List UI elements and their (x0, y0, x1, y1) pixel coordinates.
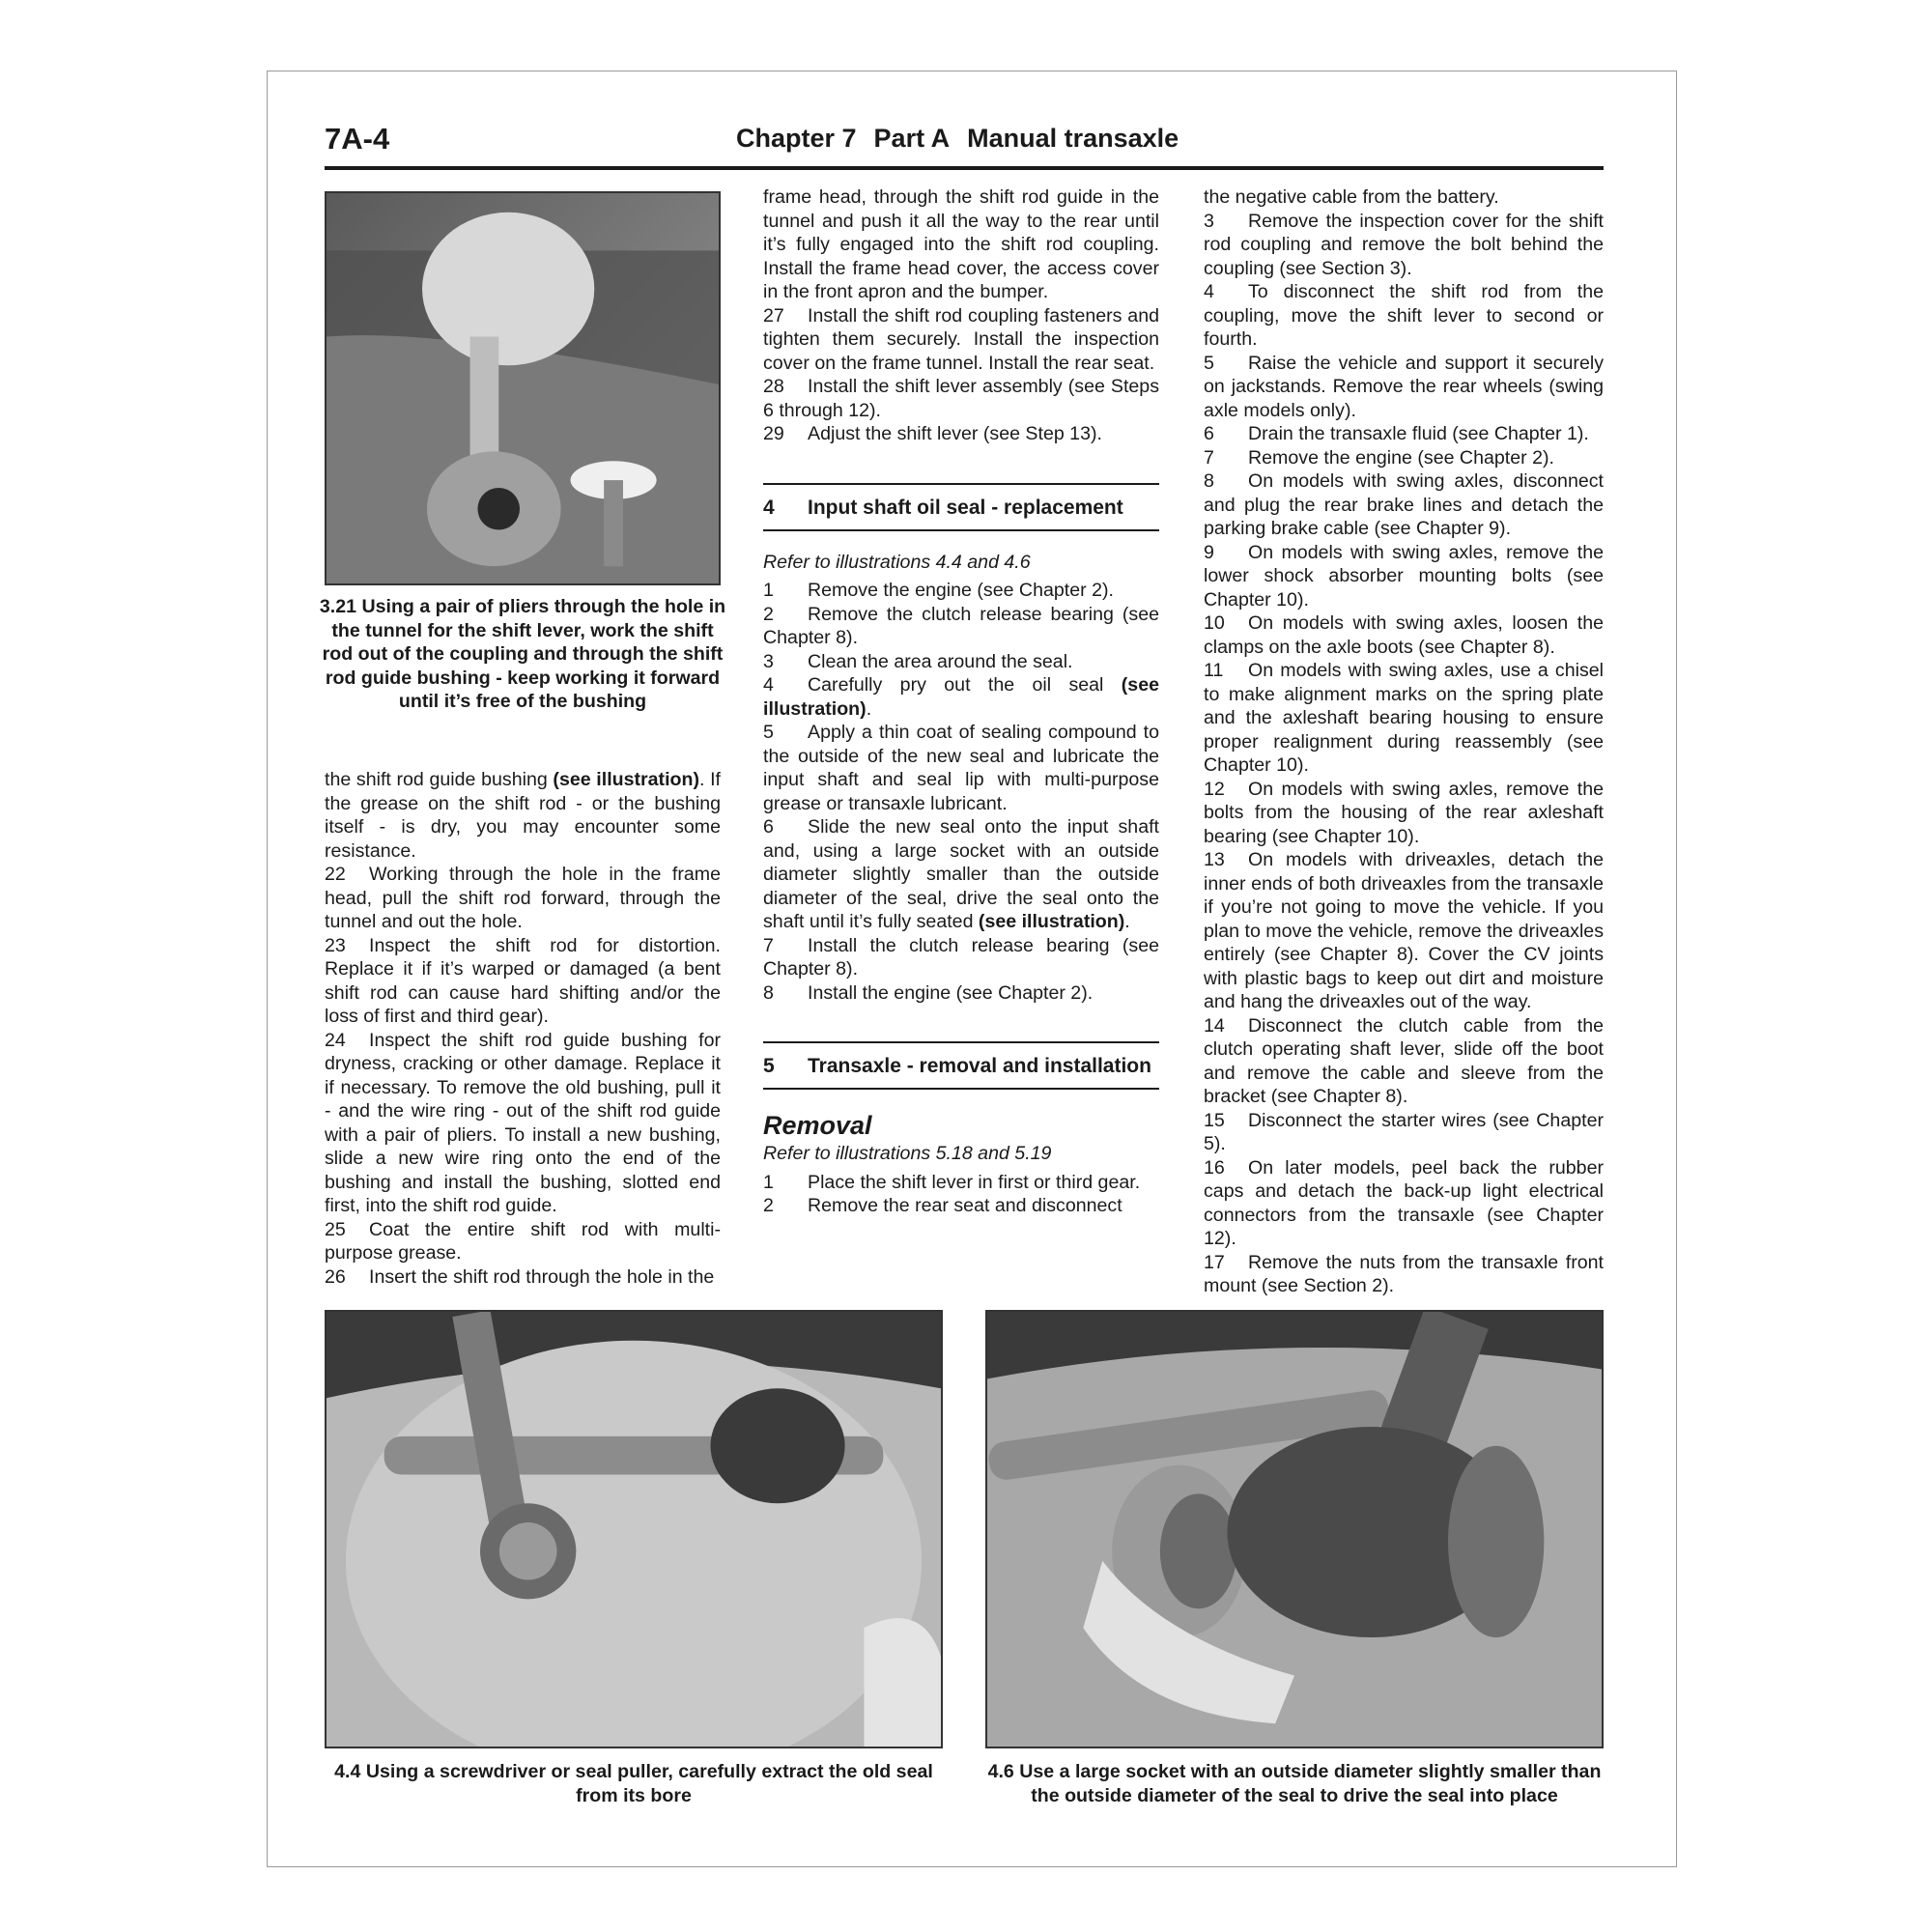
step-item: 7 Remove the engine (see Chapter 2). (1204, 446, 1554, 469)
step-item: 10 On models with swing axles, loosen the clamps on the axle boots (see Chapter 8). (1204, 612, 1604, 658)
step-item: 7 Install the clutch release bearing (see Chapter 8). (763, 934, 1159, 980)
figure-4-6-photo (985, 1310, 1604, 1748)
chapter-name: Manual transaxle (967, 124, 1179, 153)
step-item: 15 Disconnect the starter wires (see Chapter 5). (1204, 1109, 1604, 1154)
step-item: 13 On models with driveaxles, detach the inner ends of both driveaxles from the transaxle if you’re not going to move the vehicle. If you plan to move the vehicle, remove the driveaxles entirely (see Chapter 8). Cover the CV joints with plastic bags to keep out dirt and moisture and hang the driveaxles out of the way. (1204, 849, 1604, 1012)
page-number: 7A-4 (325, 122, 390, 156)
step-item: 3 Remove the inspection cover for the shift rod coupling and remove the bolt behind the coupling (see Section 3). (1204, 210, 1604, 279)
step-item: 27 Install the shift rod coupling fasteners and tighten them securely. Install the inspection cover on the frame tunnel. Install the rear seat. (763, 304, 1159, 374)
chapter-title (736, 124, 1196, 154)
step-item: 6 Drain the transaxle fluid (see Chapter 1). (1204, 423, 1589, 444)
section-5-heading: 5 Transaxle - removal and installation (763, 1041, 1159, 1090)
figure-4-4-caption: 4.4 Using a screwdriver or seal puller, carefully extract the old seal from its bore (334, 1761, 933, 1806)
step-item: 9 On models with swing axles, remove the lower shock absorber mounting bolts (see Chapter 10). (1204, 541, 1604, 611)
step-item: 26 Insert the shift rod through the hole in the (325, 1265, 715, 1288)
step-item: 2 Remove the clutch release bearing (see Chapter 8). (763, 603, 1159, 648)
step-item: 11 On models with swing axles, use a chisel to make alignment marks on the spring plate and the axleshaft bearing housing to ensure proper realignment during reassembly (see Chapter 10). (1204, 660, 1604, 776)
chapter-label: Chapter 7 (736, 124, 857, 153)
step-item: 29 Adjust the shift lever (see Step 13). (763, 423, 1102, 444)
part-label: Part A (873, 124, 951, 153)
step-item: 1 Remove the engine (see Chapter 2). (763, 580, 1114, 601)
figure-4-4-photo (325, 1310, 943, 1748)
step-item: 1 Place the shift lever in first or third gear. (763, 1171, 1141, 1193)
step-item: 24 Inspect the shift rod guide bushing for dryness, cracking or other damage. Replace it if necessary. To remove the old bushing, pull it - and the wire ring - out of the shift rod guide with a pair of pliers. To install a new bushing, slide a new wire ring onto the end of the bushing and install the bushing, slotted end first, into the shift rod guide. (325, 1029, 721, 1216)
step-item: 14 Disconnect the clutch cable from the clutch operating shaft lever, slide off the boot and remove the cable and sleeve from the bracket (see Chapter 8). (1204, 1014, 1604, 1107)
page-header (325, 122, 1604, 170)
figure-4-6-caption: 4.6 Use a large socket with an outside diameter slightly smaller than the outside diameter of the seal to drive the seal into place (987, 1761, 1602, 1806)
step-item: 6 Slide the new seal onto the input shaft and, using a large socket with an outside diameter slightly smaller than the outside diameter of the seal, drive the seal onto the shaft until it’s fully seated (see illustration). (763, 816, 1159, 932)
text-column-1 (325, 768, 721, 1289)
step-item: 22 Working through the hole in the frame head, pull the shift rod forward, through the tunnel and out the hole. (325, 864, 721, 932)
step-item: 2 Remove the rear seat and disconnect (763, 1195, 1122, 1216)
step-item: 3 Clean the area around the seal. (763, 650, 1073, 672)
step-item: 23 Inspect the shift rod for distortion. Replace it if it’s warped or damaged (a bent shift rod can cause hard shifting and/or the loss of first and third gear). (325, 934, 721, 1027)
figure-3-21-photo (325, 191, 721, 585)
section-5-refer: Refer to illustrations 5.18 and 5.19 (763, 1143, 1052, 1164)
figure-3-21-caption: 3.21 Using a pair of pliers through the hole in the tunnel for the shift lever, work the shift rod out of the coupling and through the shift rod guide bushing - keep working it forward until it’s free of the bushing (319, 596, 726, 712)
step-item: 8 Install the engine (see Chapter 2). (763, 981, 1094, 1004)
paragraph-continuation: the negative cable from the battery. (1204, 186, 1499, 208)
step-item: 25 Coat the entire shift rod with multi-purpose grease. (325, 1218, 721, 1264)
step-item: 28 Install the shift lever assembly (see Steps 6 through 12). (763, 376, 1159, 421)
step-item: 12 On models with swing axles, remove the bolts from the housing of the rear axleshaft bearing (see Chapter 10). (1204, 778, 1604, 847)
step-item: 5 Raise the vehicle and support it securely on jackstands. Remove the rear wheels (swing axle models only). (1204, 352, 1604, 421)
step-item: 16 On later models, peel back the rubber caps and detach the back-up light electrical connectors from the transaxle (see Chapter 12). (1204, 1156, 1604, 1249)
step-item: 4 To disconnect the shift rod from the coupling, move the shift lever to second or fourth. (1204, 281, 1604, 350)
text-column-2 (763, 185, 1159, 1218)
step-item: 5 Apply a thin coat of sealing compound to the outside of the new seal and lubricate the input shaft and seal lip with multi-purpose grease or transaxle lubricant. (763, 722, 1159, 814)
step-item: 8 On models with swing axles, disconnect and plug the rear brake lines and detach the parking brake cable (see Chapter 9). (1204, 470, 1604, 539)
step-item: 4 Carefully pry out the oil seal (see illustration). (763, 674, 1159, 720)
step-item: 17 Remove the nuts from the transaxle front mount (see Section 2). (1204, 1251, 1604, 1296)
paragraph-continuation: the shift rod guide bushing (see illustration). If the grease on the shift rod - or the bushing itself - is dry, you may encounter some resistance. (325, 769, 721, 862)
text-column-3 (1204, 185, 1604, 1298)
removal-subheading: Removal (763, 1111, 872, 1140)
section-4-heading: 4 Input shaft oil seal - replacement (763, 483, 1159, 531)
paragraph-continuation: frame head, through the shift rod guide in the tunnel and push it all the way to the rear until it’s fully engaged into the shift rod coupling. Install the frame head cover, the access cover in the front apron and the bumper. (763, 186, 1159, 302)
section-4-refer: Refer to illustrations 4.4 and 4.6 (763, 551, 1031, 573)
